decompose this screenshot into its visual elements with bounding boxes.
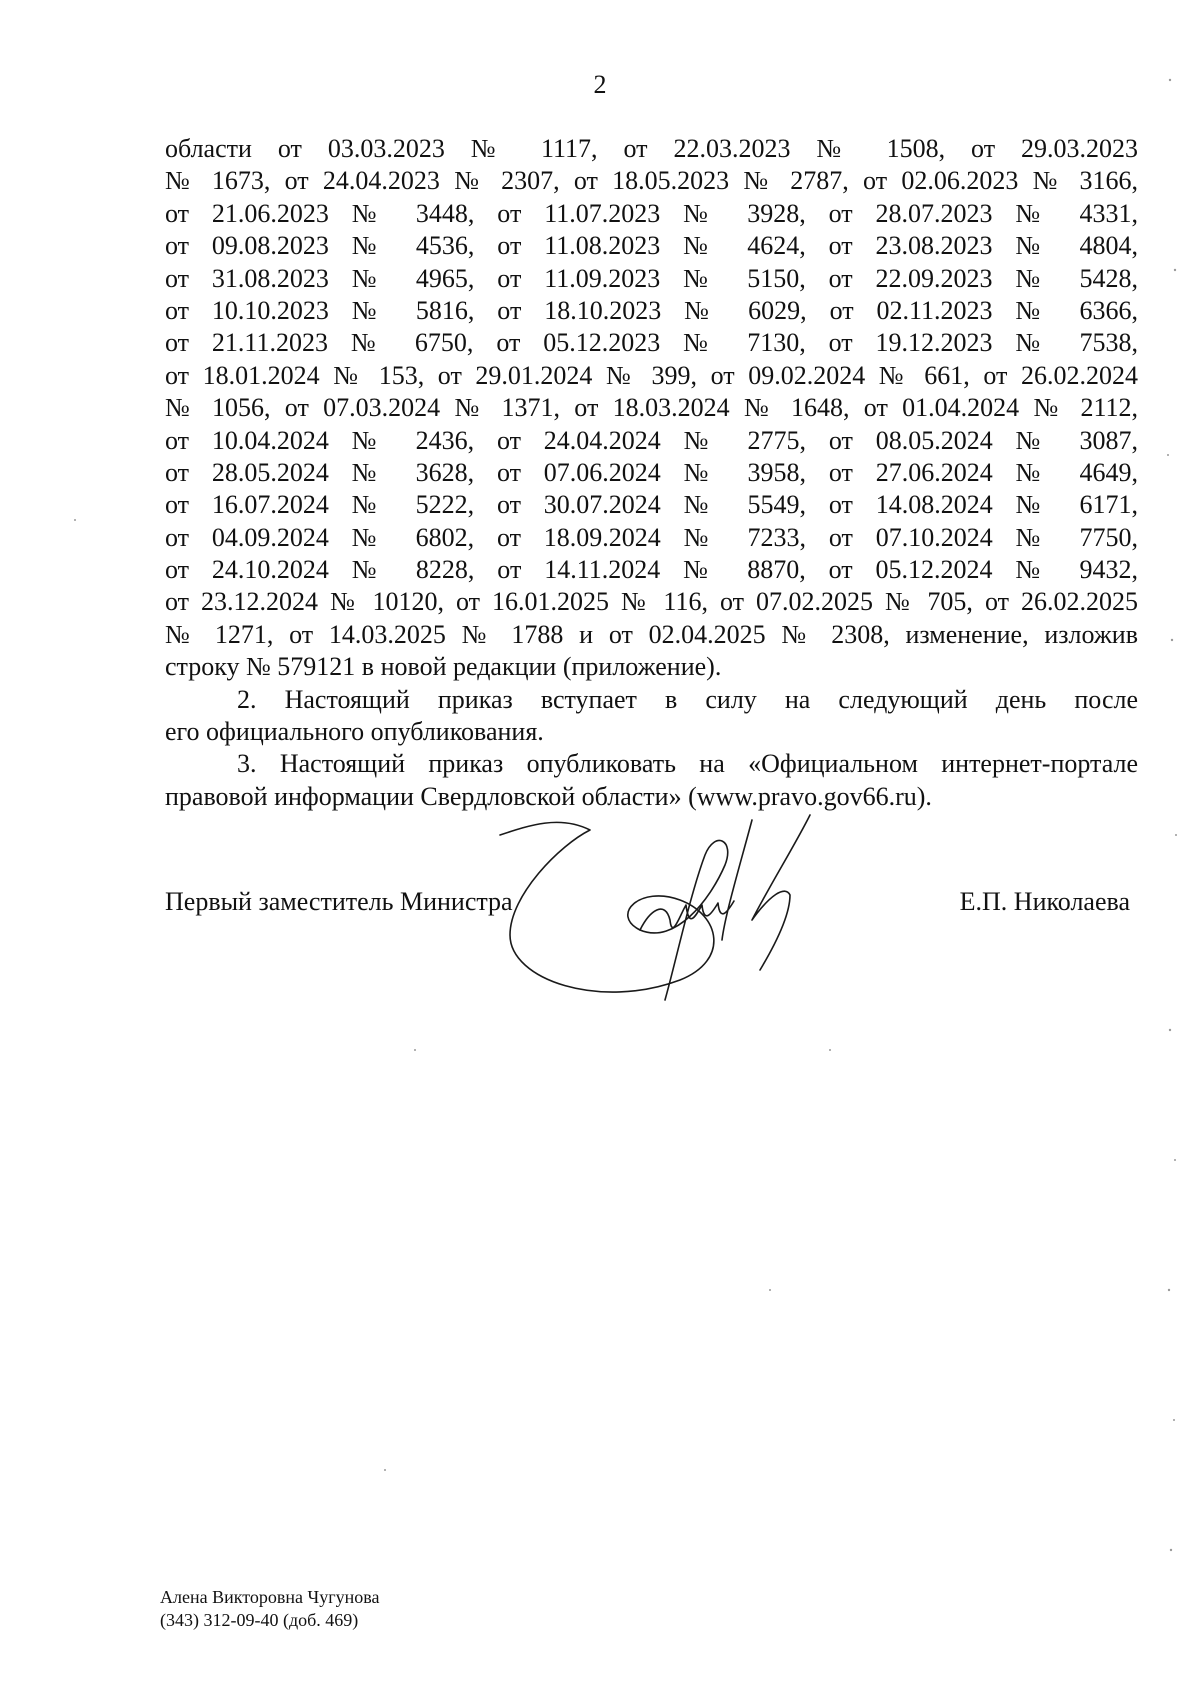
paragraph-amendments-line: от 18.01.2024 № 153, от 29.01.2024 № 399, от 09.02.2024 № 661, от 26.02.2024 — [165, 360, 1138, 390]
paragraph-effective-date-line: 2. Настоящий приказ вступает в силу на следующий день после — [237, 684, 1138, 714]
paragraph-amendments-line: от 24.10.2024 № 8228, от 14.11.2024 № 8870, от 05.12.2024 № 9432, — [165, 555, 1138, 585]
executor-name: Алена Викторовна Чугунова — [160, 1587, 380, 1607]
signer-name: Е.П. Николаева — [959, 887, 1130, 916]
paragraph-effective-date-last-line: его официального опубликования. — [165, 717, 544, 747]
paragraph-amendments-last-line: строку № 579121 в новой редакции (приложение). — [165, 652, 722, 682]
handwritten-signature — [490, 805, 860, 1025]
paragraph-publication-last-line: правовой информации Свердловской области» (www.pravo.gov66.ru). — [165, 781, 932, 811]
paragraph-amendments-line: от 09.08.2023 № 4536, от 11.08.2023 № 4624, от 23.08.2023 № 4804, — [165, 231, 1138, 261]
paragraph-amendments-line: № 1673, от 24.04.2023 № 2307, от 18.05.2023 № 2787, от 02.06.2023 № 3166, — [165, 166, 1138, 196]
paragraph-amendments-line: от 04.09.2024 № 6802, от 18.09.2024 № 7233, от 07.10.2024 № 7750, — [165, 522, 1138, 552]
paragraph-amendments-line: от 31.08.2023 № 4965, от 11.09.2023 № 5150, от 22.09.2023 № 5428, — [165, 263, 1138, 293]
paragraph-amendments-line: области от 03.03.2023 № 1117, от 22.03.2023 № 1508, от 29.03.2023 — [165, 134, 1138, 163]
paragraph-amendments-line: от 28.05.2024 № 3628, от 07.06.2024 № 3958, от 27.06.2024 № 4649, — [165, 457, 1138, 487]
paragraph-amendments-line: № 1056, от 07.03.2024 № 1371, от 18.03.2024 № 1648, от 01.04.2024 № 2112, — [165, 393, 1138, 423]
executor-phone: (343) 312-09-40 (доб. 469) — [160, 1610, 359, 1630]
paragraph-amendments-line: от 21.06.2023 № 3448, от 11.07.2023 № 3928, от 28.07.2023 № 4331, — [165, 198, 1138, 228]
paragraph-publication-line: 3. Настоящий приказ опубликовать на «Официальном интернет-портале — [237, 749, 1138, 779]
paragraph-amendments-line: от 23.12.2024 № 10120, от 16.01.2025 № 116, от 07.02.2025 № 705, от 26.02.2025 — [165, 587, 1138, 617]
page-number: 2 — [593, 70, 607, 99]
paragraph-amendments-line: от 16.07.2024 № 5222, от 30.07.2024 № 5549, от 14.08.2024 № 6171, — [165, 490, 1138, 520]
paragraph-amendments-line: от 10.10.2023 № 5816, от 18.10.2023 № 6029, от 02.11.2023 № 6366, — [165, 295, 1138, 325]
executor-info — [160, 1586, 379, 1632]
paragraph-amendments-line: от 10.04.2024 № 2436, от 24.04.2024 № 2775, от 08.05.2024 № 3087, — [165, 425, 1138, 455]
signer-position: Первый заместитель Министра — [165, 887, 513, 916]
paragraph-amendments-line: от 21.11.2023 № 6750, от 05.12.2023 № 7130, от 19.12.2023 № 7538, — [165, 328, 1138, 358]
paragraph-amendments-line: № 1271, от 14.03.2025 № 1788 и от 02.04.2025 № 2308, изменение, изложив — [165, 619, 1138, 649]
order-body — [165, 133, 1138, 813]
paragraph-amendments-list — [165, 133, 1138, 651]
